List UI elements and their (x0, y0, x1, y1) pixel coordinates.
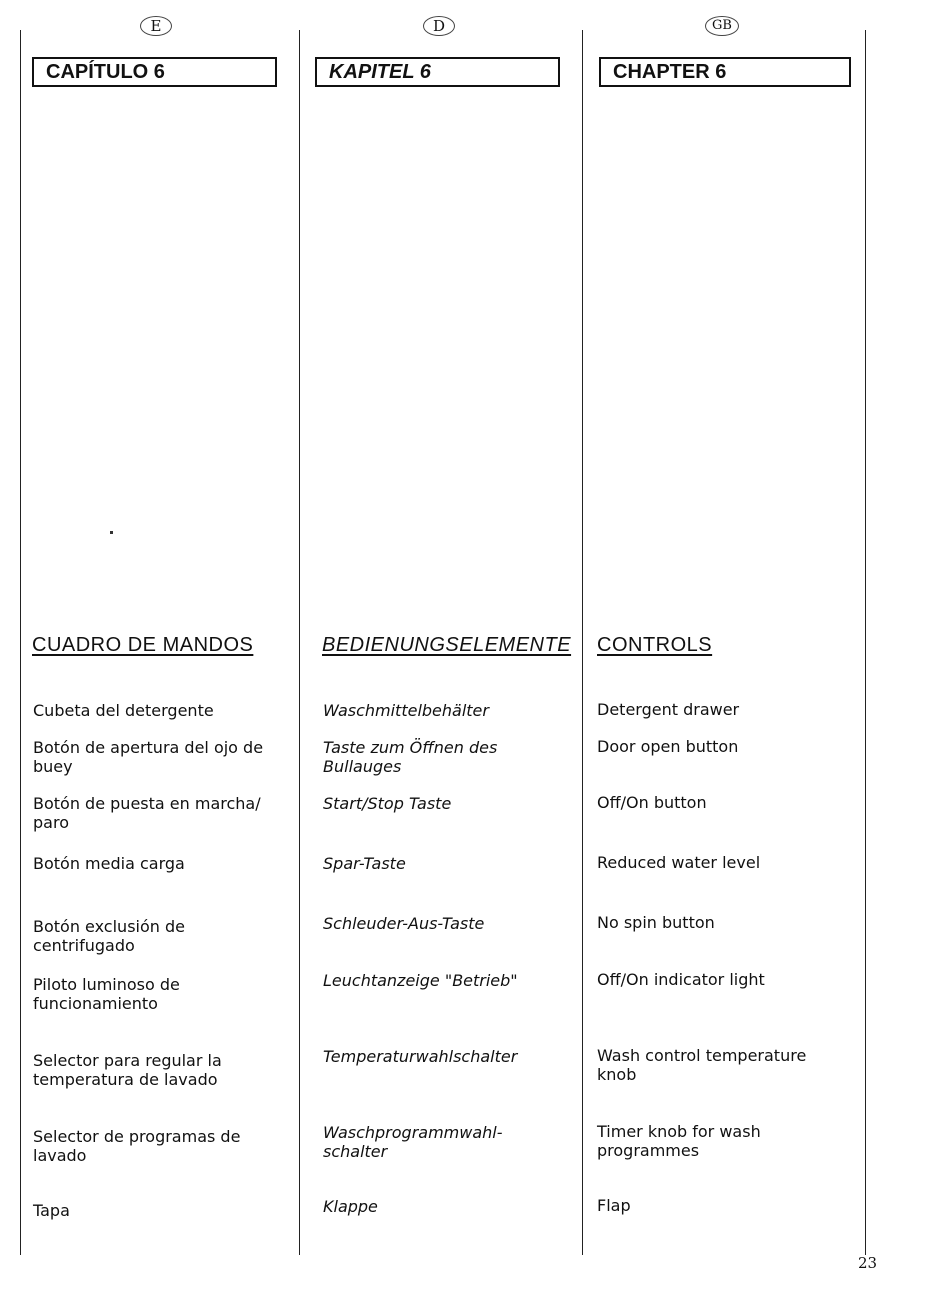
column-rule-right (865, 30, 866, 1255)
language-badge-gb: GB (705, 16, 739, 36)
language-badge-e: E (140, 16, 172, 36)
list-item: Start/Stop Taste (323, 794, 452, 813)
column-rule-left (20, 30, 21, 1255)
list-item: Botón exclusión de centrifugado (33, 917, 185, 955)
list-item: Botón media carga (33, 854, 185, 873)
chapter-title-e: CAPÍTULO 6 (32, 57, 277, 87)
list-item: Door open button (597, 737, 739, 756)
section-title-gb: CONTROLS (597, 634, 713, 656)
list-item: Wash control temperature knob (597, 1046, 807, 1084)
column-german (313, 0, 573, 1299)
list-item: Selector para regular la temperatura de lavado (33, 1051, 222, 1089)
list-item: Timer knob for wash programmes (597, 1122, 761, 1160)
list-item: Selector de programas de lavado (33, 1127, 241, 1165)
language-badge-d: D (423, 16, 455, 36)
list-item: Taste zum Öffnen des Bullauges (323, 738, 498, 776)
list-item: Schleuder-Aus-Taste (323, 914, 485, 933)
list-item: Flap (597, 1196, 631, 1215)
list-item: Botón de puesta en marcha/ paro (33, 794, 261, 832)
column-rule-1 (299, 30, 300, 1255)
column-english (597, 0, 857, 1299)
section-title-d: BEDIENUNGSELEMENTE (322, 634, 572, 656)
column-spanish (30, 0, 290, 1299)
list-item: Off/On indicator light (597, 970, 765, 989)
column-rule-2 (582, 30, 583, 1255)
list-item: Reduced water level (597, 853, 761, 872)
chapter-title-d: KAPITEL 6 (315, 57, 560, 87)
list-item: Waschmittelbehälter (323, 701, 489, 720)
list-item: Spar-Taste (323, 854, 406, 873)
list-item: Detergent drawer (597, 700, 740, 719)
page-number: 23 (858, 1254, 878, 1272)
list-item: Klappe (323, 1197, 378, 1216)
list-item: Piloto luminoso de funcionamiento (33, 975, 180, 1013)
list-item: Temperaturwahlschalter (323, 1047, 518, 1066)
list-item: Cubeta del detergente (33, 701, 214, 720)
chapter-title-gb: CHAPTER 6 (599, 57, 851, 87)
section-title-e: CUADRO DE MANDOS (32, 634, 254, 656)
list-item: Waschprogrammwahl- schalter (323, 1123, 503, 1161)
list-item: Tapa (33, 1201, 70, 1220)
list-item: Botón de apertura del ojo de buey (33, 738, 264, 776)
list-item: Leuchtanzeige "Betrieb" (323, 971, 518, 990)
list-item: No spin button (597, 913, 715, 932)
stray-mark (110, 531, 113, 534)
list-item: Off/On button (597, 793, 707, 812)
